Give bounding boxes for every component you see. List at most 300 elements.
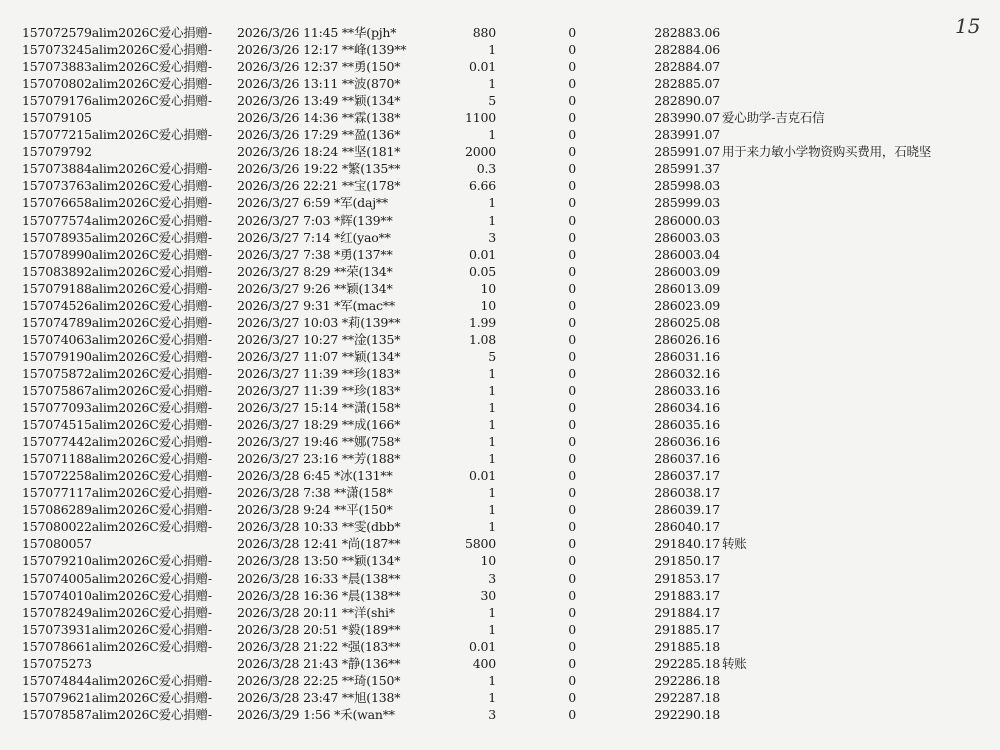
- table-row: [22, 433, 962, 450]
- balance-cell: 286031.16: [654, 348, 720, 364]
- table-row: [22, 672, 962, 689]
- transaction-time-donor-cell: 2026/3/26 19:22 *繁(135**: [237, 161, 401, 177]
- spacer-cell: [576, 92, 646, 109]
- remark-cell: [720, 689, 962, 706]
- transaction-time-donor-cell: 2026/3/27 8:29 **荣(134*: [237, 263, 393, 279]
- transaction-time-donor-cell: 2026/3/28 7:38 **潇(158*: [237, 485, 393, 501]
- table-row: [22, 638, 962, 655]
- spacer-cell: [576, 433, 646, 450]
- spacer-cell: [576, 552, 646, 569]
- spacer-cell: [576, 672, 646, 689]
- table-row: [22, 382, 962, 399]
- remark-cell: [720, 246, 962, 263]
- transaction-id-cell: 157077442alim2026C爱心捐赠-: [22, 434, 212, 450]
- transaction-time-donor-cell: 2026/3/27 9:31 *军(mac**: [237, 297, 395, 313]
- transaction-id-cell: 157072579alim2026C爱心捐赠-: [22, 25, 212, 41]
- table-row: [22, 689, 962, 706]
- amount-cell: 1: [488, 383, 496, 398]
- fee-cell: 0: [568, 297, 576, 313]
- transaction-time-donor-cell: 2026/3/28 21:22 *强(183**: [237, 638, 401, 654]
- remark-cell: [720, 41, 962, 58]
- transaction-id-cell: 157077215alim2026C爱心捐赠-: [22, 127, 212, 143]
- table-row: [22, 75, 962, 92]
- transaction-time-donor-cell: 2026/3/26 11:45 **华(pjh*: [237, 25, 397, 41]
- transaction-time-donor-cell: 2026/3/28 10:33 **雯(dbb*: [237, 519, 401, 535]
- spacer-cell: [576, 41, 646, 58]
- amount-cell: 6.66: [468, 178, 496, 194]
- spacer-cell: [576, 604, 646, 621]
- transaction-id-cell: 157075872alim2026C爱心捐赠-: [22, 365, 212, 381]
- amount-cell: 0.01: [468, 468, 496, 484]
- table-row: [22, 314, 962, 331]
- spacer-cell: [576, 655, 646, 672]
- spacer-cell: [576, 314, 646, 331]
- amount-cell: 1: [488, 417, 496, 433]
- balance-cell: 282890.07: [654, 93, 720, 109]
- fee-cell: 0: [568, 314, 576, 330]
- transaction-id-cell: 157078990alim2026C爱心捐赠-: [22, 246, 212, 262]
- balance-cell: 286032.16: [654, 365, 720, 381]
- balance-cell: 286003.09: [654, 263, 720, 279]
- remark-cell: [720, 212, 962, 229]
- amount-cell: 1: [488, 76, 496, 92]
- balance-cell: 286026.16: [654, 331, 720, 347]
- fee-cell: 0: [568, 161, 576, 177]
- transaction-id-cell: 157073883alim2026C爱心捐赠-: [22, 59, 212, 75]
- balance-cell: 291885.18: [654, 638, 720, 654]
- table-row: [22, 535, 962, 552]
- table-row: [22, 604, 962, 621]
- transaction-time-donor-cell: 2026/3/27 18:29 **成(166*: [237, 417, 401, 433]
- spacer-cell: [576, 570, 646, 587]
- table-row: [22, 143, 962, 160]
- balance-cell: 291850.17: [654, 553, 720, 569]
- balance-cell: 292285.18: [654, 655, 720, 671]
- amount-cell: 1: [488, 451, 496, 467]
- balance-cell: 282884.06: [654, 42, 720, 58]
- remark-cell: [720, 604, 962, 621]
- fee-cell: 0: [568, 42, 576, 58]
- balance-cell: 291885.17: [654, 621, 720, 637]
- table-row: [22, 348, 962, 365]
- remark-cell: 转账: [722, 655, 747, 671]
- transaction-id-cell: 157078661alim2026C爱心捐赠-: [22, 638, 212, 654]
- transaction-id-cell: 157076658alim2026C爱心捐赠-: [22, 195, 212, 211]
- amount-cell: 1100: [464, 110, 496, 126]
- remark-cell: 用于来力敏小学物资购买费用，石晓坚: [722, 144, 932, 160]
- spacer-cell: [576, 467, 646, 484]
- table-row: [22, 24, 962, 41]
- table-row: [22, 126, 962, 143]
- transaction-id-cell: 157079176alim2026C爱心捐赠-: [22, 93, 212, 109]
- amount-cell: 3: [488, 706, 496, 722]
- transaction-id-cell: 157079188alim2026C爱心捐赠-: [22, 280, 212, 296]
- fee-cell: 0: [568, 110, 576, 126]
- balance-cell: 286040.17: [654, 519, 720, 535]
- spacer-cell: [576, 689, 646, 706]
- amount-cell: 880: [472, 25, 496, 41]
- balance-cell: 285999.03: [654, 195, 720, 211]
- amount-cell: 1: [488, 519, 496, 535]
- spacer-cell: [576, 160, 646, 177]
- transaction-id-cell: 157077574alim2026C爱心捐赠-: [22, 212, 212, 228]
- remark-cell: [720, 672, 962, 689]
- table-row: [22, 331, 962, 348]
- spacer-cell: [576, 621, 646, 638]
- transaction-id-cell: 157075273: [22, 655, 92, 671]
- balance-cell: 291884.17: [654, 604, 720, 620]
- transaction-id-cell: 157079210alim2026C爱心捐赠-: [22, 553, 212, 569]
- spacer-cell: [576, 280, 646, 297]
- balance-cell: 282885.07: [654, 76, 720, 92]
- balance-cell: 286013.09: [654, 280, 720, 296]
- transaction-time-donor-cell: 2026/3/26 14:36 **霖(138*: [237, 110, 401, 126]
- amount-cell: 1: [488, 502, 496, 518]
- remark-cell: [720, 160, 962, 177]
- balance-cell: 283991.07: [654, 127, 720, 143]
- balance-cell: 286037.16: [654, 451, 720, 467]
- fee-cell: 0: [568, 400, 576, 416]
- balance-cell: 286000.03: [654, 212, 720, 228]
- transaction-time-donor-cell: 2026/3/28 9:24 **平(150*: [237, 502, 393, 518]
- balance-cell: 286033.16: [654, 383, 720, 398]
- transaction-id-cell: 157079792: [22, 144, 92, 160]
- remark-cell: [720, 24, 962, 41]
- table-row: [22, 570, 962, 587]
- fee-cell: 0: [568, 587, 576, 603]
- transaction-id-cell: 157080057: [22, 536, 92, 552]
- amount-cell: 1: [488, 689, 496, 705]
- table-row: [22, 399, 962, 416]
- spacer-cell: [576, 587, 646, 604]
- transaction-id-cell: 157079190alim2026C爱心捐赠-: [22, 348, 212, 364]
- remark-cell: [720, 467, 962, 484]
- transaction-id-cell: 157078935alim2026C爱心捐赠-: [22, 229, 212, 245]
- amount-cell: 5: [488, 93, 496, 109]
- spacer-cell: [576, 177, 646, 194]
- fee-cell: 0: [568, 59, 576, 75]
- amount-cell: 5: [488, 348, 496, 364]
- transaction-time-donor-cell: 2026/3/27 10:27 **淦(135*: [237, 331, 401, 347]
- spacer-cell: [576, 348, 646, 365]
- transaction-id-cell: 157074515alim2026C爱心捐赠-: [22, 417, 212, 433]
- remark-cell: [720, 126, 962, 143]
- transaction-id-cell: 157071188alim2026C爱心捐赠-: [22, 451, 212, 467]
- remark-cell: [720, 621, 962, 638]
- fee-cell: 0: [568, 689, 576, 705]
- transaction-id-cell: 157074063alim2026C爱心捐赠-: [22, 331, 212, 347]
- spacer-cell: [576, 535, 646, 552]
- transaction-time-donor-cell: 2026/3/28 6:45 *冰(131**: [237, 468, 393, 484]
- remark-cell: [720, 706, 962, 723]
- remark-cell: [720, 314, 962, 331]
- transaction-id-cell: 157074526alim2026C爱心捐赠-: [22, 297, 212, 313]
- transaction-id-cell: 157078249alim2026C爱心捐赠-: [22, 604, 212, 620]
- remark-cell: [720, 280, 962, 297]
- transaction-id-cell: 157074844alim2026C爱心捐赠-: [22, 672, 212, 688]
- transaction-id-cell: 157075867alim2026C爱心捐赠-: [22, 383, 212, 398]
- spacer-cell: [576, 518, 646, 535]
- spacer-cell: [576, 143, 646, 160]
- transaction-time-donor-cell: 2026/3/27 10:03 *莉(139**: [237, 314, 401, 330]
- transaction-id-cell: 157077117alim2026C爱心捐赠-: [22, 485, 212, 501]
- amount-cell: 1: [488, 42, 496, 58]
- transaction-time-donor-cell: 2026/3/26 17:29 **盈(136*: [237, 127, 401, 143]
- transaction-id-cell: 157073931alim2026C爱心捐赠-: [22, 621, 212, 637]
- table-row: [22, 177, 962, 194]
- table-row: [22, 194, 962, 211]
- amount-cell: 1: [488, 400, 496, 416]
- transaction-id-cell: 157070802alim2026C爱心捐赠-: [22, 76, 212, 92]
- transaction-id-cell: 157079621alim2026C爱心捐赠-: [22, 689, 212, 705]
- spacer-cell: [576, 24, 646, 41]
- transaction-time-donor-cell: 2026/3/29 1:56 *禾(wan**: [237, 706, 395, 722]
- spacer-cell: [576, 706, 646, 723]
- table-row: [22, 280, 962, 297]
- table-row: [22, 246, 962, 263]
- balance-cell: 291840.17: [654, 536, 720, 552]
- transaction-time-donor-cell: 2026/3/26 12:37 **勇(150*: [237, 59, 401, 75]
- fee-cell: 0: [568, 246, 576, 262]
- balance-cell: 286025.08: [654, 314, 720, 330]
- amount-cell: 1: [488, 672, 496, 688]
- balance-cell: 285991.07: [654, 144, 720, 160]
- remark-cell: [720, 433, 962, 450]
- balance-cell: 291883.17: [654, 587, 720, 603]
- fee-cell: 0: [568, 280, 576, 296]
- transaction-time-donor-cell: 2026/3/27 7:38 *勇(137**: [237, 246, 393, 262]
- balance-cell: 292287.18: [654, 689, 720, 705]
- table-row: [22, 212, 962, 229]
- fee-cell: 0: [568, 76, 576, 92]
- donation-ledger-table: [22, 24, 962, 723]
- spacer-cell: [576, 382, 646, 399]
- fee-cell: 0: [568, 93, 576, 109]
- balance-cell: 292286.18: [654, 672, 720, 688]
- balance-cell: 282884.07: [654, 59, 720, 75]
- remark-cell: 转账: [722, 536, 747, 552]
- fee-cell: 0: [568, 348, 576, 364]
- amount-cell: 1: [488, 604, 496, 620]
- transaction-time-donor-cell: 2026/3/27 9:26 **颖(134*: [237, 280, 393, 296]
- fee-cell: 0: [568, 263, 576, 279]
- remark-cell: [720, 518, 962, 535]
- balance-cell: 282883.06: [654, 25, 720, 41]
- fee-cell: 0: [568, 468, 576, 484]
- spacer-cell: [576, 126, 646, 143]
- fee-cell: 0: [568, 485, 576, 501]
- spacer-cell: [576, 331, 646, 348]
- table-row: [22, 450, 962, 467]
- balance-cell: 286038.17: [654, 485, 720, 501]
- amount-cell: 1.08: [468, 331, 496, 347]
- table-row: [22, 92, 962, 109]
- balance-cell: 286023.09: [654, 297, 720, 313]
- fee-cell: 0: [568, 127, 576, 143]
- fee-cell: 0: [568, 672, 576, 688]
- amount-cell: 10: [480, 280, 496, 296]
- remark-cell: [720, 263, 962, 280]
- transaction-time-donor-cell: 2026/3/28 23:47 **旭(138*: [237, 689, 401, 705]
- balance-cell: 285991.37: [654, 161, 720, 177]
- transaction-time-donor-cell: 2026/3/28 21:43 *静(136**: [237, 655, 401, 671]
- amount-cell: 1: [488, 485, 496, 501]
- amount-cell: 1: [488, 365, 496, 381]
- table-row: [22, 706, 962, 723]
- amount-cell: 1: [488, 195, 496, 211]
- amount-cell: 2000: [464, 144, 496, 160]
- remark-cell: [720, 382, 962, 399]
- spacer-cell: [576, 450, 646, 467]
- remark-cell: [720, 75, 962, 92]
- fee-cell: 0: [568, 229, 576, 245]
- spacer-cell: [576, 109, 646, 126]
- amount-cell: 0.01: [468, 59, 496, 75]
- transaction-id-cell: 157074010alim2026C爱心捐赠-: [22, 587, 212, 603]
- spacer-cell: [576, 75, 646, 92]
- spacer-cell: [576, 638, 646, 655]
- transaction-time-donor-cell: 2026/3/27 23:16 **芳(188*: [237, 451, 401, 467]
- transaction-id-cell: 157078587alim2026C爱心捐赠-: [22, 706, 212, 722]
- table-row: [22, 655, 962, 672]
- balance-cell: 285998.03: [654, 178, 720, 194]
- remark-cell: [720, 58, 962, 75]
- transaction-id-cell: 157074789alim2026C爱心捐赠-: [22, 314, 212, 330]
- transaction-time-donor-cell: 2026/3/27 6:59 *军(daj**: [237, 195, 388, 211]
- amount-cell: 400: [472, 655, 496, 671]
- transaction-time-donor-cell: 2026/3/26 22:21 **宝(178*: [237, 178, 401, 194]
- fee-cell: 0: [568, 706, 576, 722]
- transaction-time-donor-cell: 2026/3/26 12:17 **峰(139**: [237, 42, 407, 58]
- transaction-id-cell: 157077093alim2026C爱心捐赠-: [22, 400, 212, 416]
- table-row: [22, 501, 962, 518]
- fee-cell: 0: [568, 553, 576, 569]
- transaction-time-donor-cell: 2026/3/28 12:41 *尚(187**: [237, 536, 401, 552]
- table-row: [22, 229, 962, 246]
- balance-cell: 286037.17: [654, 468, 720, 484]
- remark-cell: [720, 331, 962, 348]
- spacer-cell: [576, 212, 646, 229]
- remark-cell: [720, 501, 962, 518]
- spacer-cell: [576, 263, 646, 280]
- balance-cell: 286003.03: [654, 229, 720, 245]
- transaction-time-donor-cell: 2026/3/27 7:14 *红(yao**: [237, 229, 391, 245]
- remark-cell: [720, 177, 962, 194]
- table-row: [22, 467, 962, 484]
- table-row: [22, 518, 962, 535]
- fee-cell: 0: [568, 519, 576, 535]
- remark-cell: [720, 399, 962, 416]
- table-row: [22, 160, 962, 177]
- transaction-id-cell: 157080022alim2026C爱心捐赠-: [22, 519, 212, 535]
- fee-cell: 0: [568, 25, 576, 41]
- transaction-time-donor-cell: 2026/3/28 22:25 **琦(150*: [237, 672, 401, 688]
- spacer-cell: [576, 365, 646, 382]
- table-row: [22, 297, 962, 314]
- transaction-id-cell: 157079105: [22, 110, 92, 126]
- ledger-body: [22, 24, 962, 723]
- fee-cell: 0: [568, 212, 576, 228]
- fee-cell: 0: [568, 434, 576, 450]
- transaction-id-cell: 157086289alim2026C爱心捐赠-: [22, 502, 212, 518]
- fee-cell: 0: [568, 655, 576, 671]
- amount-cell: 1: [488, 127, 496, 143]
- fee-cell: 0: [568, 621, 576, 637]
- remark-cell: [720, 587, 962, 604]
- balance-cell: 286035.16: [654, 417, 720, 433]
- spacer-cell: [576, 58, 646, 75]
- table-row: [22, 263, 962, 280]
- fee-cell: 0: [568, 331, 576, 347]
- transaction-time-donor-cell: 2026/3/27 19:46 **娜(758*: [237, 434, 401, 450]
- spacer-cell: [576, 416, 646, 433]
- table-row: [22, 109, 962, 126]
- table-row: [22, 58, 962, 75]
- transaction-time-donor-cell: 2026/3/26 13:49 **颖(134*: [237, 93, 401, 109]
- transaction-time-donor-cell: 2026/3/28 16:33 *晨(138**: [237, 570, 401, 586]
- amount-cell: 10: [480, 297, 496, 313]
- transaction-time-donor-cell: 2026/3/27 7:03 *辉(139**: [237, 212, 393, 228]
- transaction-time-donor-cell: 2026/3/26 13:11 **波(870*: [237, 76, 401, 92]
- table-row: [22, 587, 962, 604]
- transaction-time-donor-cell: 2026/3/28 16:36 *晨(138**: [237, 587, 401, 603]
- spacer-cell: [576, 246, 646, 263]
- balance-cell: 286034.16: [654, 400, 720, 416]
- remark-cell: [720, 92, 962, 109]
- transaction-id-cell: 157073763alim2026C爱心捐赠-: [22, 178, 212, 194]
- amount-cell: 0.01: [468, 638, 496, 654]
- fee-cell: 0: [568, 417, 576, 433]
- table-row: [22, 365, 962, 382]
- amount-cell: 1: [488, 621, 496, 637]
- remark-cell: 爱心助学-吉克石信: [722, 110, 825, 126]
- fee-cell: 0: [568, 502, 576, 518]
- transaction-id-cell: 157074005alim2026C爱心捐赠-: [22, 570, 212, 586]
- spacer-cell: [576, 229, 646, 246]
- page-number: 15: [955, 14, 981, 38]
- remark-cell: [720, 570, 962, 587]
- transaction-id-cell: 157073245alim2026C爱心捐赠-: [22, 42, 212, 58]
- transaction-time-donor-cell: 2026/3/28 13:50 **颖(134*: [237, 553, 401, 569]
- table-row: [22, 41, 962, 58]
- amount-cell: 1.99: [468, 314, 496, 330]
- amount-cell: 10: [480, 553, 496, 569]
- table-row: [22, 621, 962, 638]
- fee-cell: 0: [568, 570, 576, 586]
- transaction-time-donor-cell: 2026/3/27 15:14 **潇(158*: [237, 400, 401, 416]
- amount-cell: 3: [488, 229, 496, 245]
- amount-cell: 1: [488, 212, 496, 228]
- table-row: [22, 552, 962, 569]
- remark-cell: [720, 450, 962, 467]
- transaction-id-cell: 157073884alim2026C爱心捐赠-: [22, 161, 212, 177]
- transaction-time-donor-cell: 2026/3/28 20:11 **洋(shi*: [237, 604, 395, 620]
- spacer-cell: [576, 194, 646, 211]
- transaction-time-donor-cell: 2026/3/26 18:24 **坚(181*: [237, 144, 401, 160]
- remark-cell: [720, 194, 962, 211]
- transaction-time-donor-cell: 2026/3/28 20:51 *毅(189**: [237, 621, 401, 637]
- remark-cell: [720, 229, 962, 246]
- amount-cell: 0.3: [476, 161, 496, 177]
- remark-cell: [720, 416, 962, 433]
- amount-cell: 30: [480, 587, 496, 603]
- remark-cell: [720, 638, 962, 655]
- remark-cell: [720, 552, 962, 569]
- fee-cell: 0: [568, 365, 576, 381]
- fee-cell: 0: [568, 195, 576, 211]
- remark-cell: [720, 484, 962, 501]
- remark-cell: [720, 365, 962, 382]
